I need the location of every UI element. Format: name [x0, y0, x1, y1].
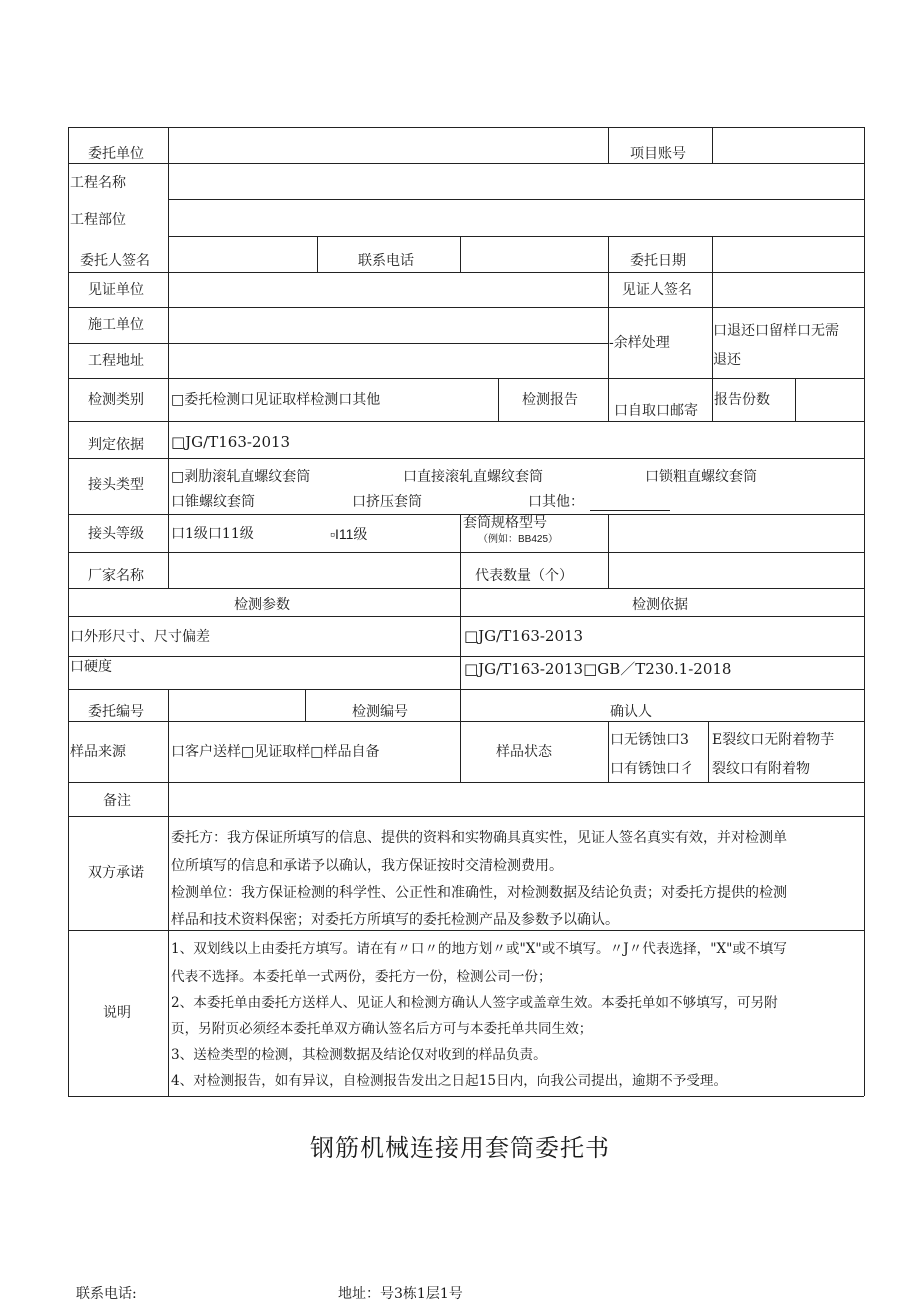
test-type-label: 检测类别: [88, 392, 144, 408]
joint-grade-label: 接头等级: [88, 526, 144, 542]
notes-line-2: 代表不选择。本委托单一式两份，委托方一份，检测公司一份；: [171, 969, 552, 985]
sample-state-options-a1[interactable]: 口无锈蚀口3: [610, 732, 689, 748]
joint-type-option-taper[interactable]: 口锥螺纹套筒: [171, 494, 255, 510]
joint-type-option-extrusion[interactable]: 口挤压套筒: [352, 494, 422, 510]
address-label: 工程地址: [88, 353, 144, 369]
footer-address: 地址：号3栋1层1号: [338, 1286, 463, 1302]
joint-type-option-stripped-rolled[interactable]: □剥肋滚轧直螺纹套筒: [171, 469, 311, 485]
document-title: 钢筋机械连接用套筒委托书: [310, 1134, 610, 1162]
joint-grade-options[interactable]: 口1级口11级: [171, 526, 254, 542]
construction-unit-label: 施工单位: [88, 317, 144, 333]
sleeve-spec-label: 套筒规格型号: [463, 515, 547, 531]
test-report-label: 检测报告: [522, 392, 578, 408]
promise-line-1: 委托方：我方保证所填写的信息、提供的资料和实物确具真实性，见证人签名真实有效，并对检测单: [171, 830, 787, 846]
notes-line-3: 2、本委托单由委托方送样人、见证人和检测方确认人签字或盖章生效。本委托单如不够填写，可另附: [171, 995, 778, 1011]
param-hardness[interactable]: 口硬度: [70, 659, 112, 675]
param-dimensions-basis[interactable]: □JG/T163-2013: [464, 627, 584, 645]
basis-label: 判定依据: [88, 437, 144, 453]
commission-no-input[interactable]: [169, 690, 304, 720]
confirmer-label: 确认人: [610, 704, 652, 720]
sleeve-spec-input[interactable]: [609, 515, 863, 551]
leftover-sample-options-cont: 退还: [713, 352, 741, 368]
test-type-options[interactable]: □委托检测口见证取样检测口其他: [171, 392, 381, 408]
client-signer-input[interactable]: [169, 237, 316, 271]
sample-state-options-b2: 裂纹口有附着物: [712, 761, 810, 777]
promise-line-2: 位所填写的信息和承诺予以确认，我方保证按时交清检测费用。: [171, 858, 563, 874]
commission-date-label: 委托日期: [630, 253, 686, 269]
joint-grade-option-3[interactable]: ▫I11级: [330, 526, 368, 542]
param-hardness-basis[interactable]: □JG/T163-2013□GB／T230.1-2018: [464, 660, 732, 678]
phone-label: 联系电话: [358, 253, 414, 269]
sleeve-spec-example: （例如：BB425）: [478, 534, 559, 545]
promise-line-3: 检测单位：我方保证检测的科学性、公正性和准确性，对检测数据及结论负责；对委托方提供的检测: [171, 885, 787, 901]
notes-line-5: 3、送检类型的检测，其检测数据及结论仅对收到的样品负责。: [171, 1047, 547, 1063]
test-no-input[interactable]: [306, 690, 346, 720]
represent-qty-input[interactable]: [609, 553, 863, 587]
notes-line-4: 页，另附页必须经本委托单双方确认签名后方可与本委托单共同生效；: [171, 1021, 593, 1037]
project-account-input[interactable]: [713, 128, 863, 162]
sample-state-options-a2[interactable]: 口有锈蚀口彳: [610, 761, 694, 777]
joint-type-option-other[interactable]: 口其他：: [528, 494, 584, 510]
phone-input[interactable]: [461, 237, 607, 271]
client-signer-label: 委托人签名: [80, 253, 150, 269]
leftover-sample-label: -余样处理: [609, 335, 670, 351]
project-name-label: 工程名称: [70, 175, 126, 191]
witness-signer-input[interactable]: [713, 273, 863, 306]
manufacturer-label: 厂家名称: [88, 568, 144, 584]
notes-line-1: 1、双划线以上由委托方填写。请在有〃口〃的地方划〃或"X"或不填写。〃J〃代表选择，"X"或不填写: [171, 941, 787, 957]
sample-source-label: 样品来源: [70, 744, 126, 760]
project-account-label: 项目账号: [630, 146, 686, 162]
commission-no-label: 委托编号: [88, 704, 144, 720]
joint-type-label: 接头类型: [88, 477, 144, 493]
sample-source-options[interactable]: 口客户送样□见证取样□样品自备: [171, 744, 380, 760]
footer-phone-label: 联系电话:: [76, 1286, 137, 1302]
represent-qty-label: 代表数量（个）: [475, 568, 573, 584]
report-delivery-options[interactable]: 口自取口邮寄: [614, 403, 698, 419]
project-name-input[interactable]: [169, 164, 863, 198]
manufacturer-input[interactable]: [169, 553, 459, 587]
basis-value[interactable]: □JG/T163-2013: [171, 433, 291, 451]
remarks-label: 备注: [103, 793, 131, 809]
client-label: 委托单位: [88, 146, 144, 162]
project-part-input[interactable]: [169, 200, 863, 235]
basis-header: 检测依据: [632, 597, 688, 613]
notes-line-6: 4、对检测报告，如有异议，自检测报告发出之日起15日内，向我公司提出，逾期不予受理。: [171, 1073, 728, 1089]
remarks-input[interactable]: [169, 783, 863, 815]
construction-unit-input[interactable]: [169, 308, 607, 342]
joint-type-option-direct-rolled[interactable]: 口直接滚轧直螺纹套筒: [403, 469, 543, 485]
leftover-sample-options[interactable]: 口退还口留样口无需: [713, 323, 839, 339]
project-part-label: 工程部位: [70, 212, 126, 228]
witness-unit-label: 见证单位: [88, 282, 144, 298]
notes-label: 说明: [103, 1005, 131, 1021]
test-no-label: 检测编号: [352, 704, 408, 720]
params-header: 检测参数: [234, 597, 290, 613]
commission-date-input[interactable]: [713, 237, 863, 271]
witness-unit-input[interactable]: [169, 273, 607, 306]
sample-state-options-b1[interactable]: E裂纹口无附着物芋: [712, 732, 835, 748]
promise-label: 双方承诺: [88, 865, 144, 881]
report-copies-input[interactable]: [796, 379, 863, 420]
sample-state-label: 样品状态: [496, 744, 552, 760]
promise-line-4: 样品和技术资料保密；对委托方所填写的委托检测产品及参数予以确认。: [171, 912, 619, 928]
param-dimensions[interactable]: 口外形尺寸、尺寸偏差: [70, 629, 210, 645]
witness-signer-label: 见证人签名: [622, 282, 692, 298]
address-input[interactable]: [169, 344, 607, 377]
joint-type-option-upset[interactable]: 口锁粗直螺纹套筒: [645, 469, 757, 485]
report-copies-label: 报告份数: [714, 392, 770, 408]
client-input[interactable]: [169, 128, 607, 162]
